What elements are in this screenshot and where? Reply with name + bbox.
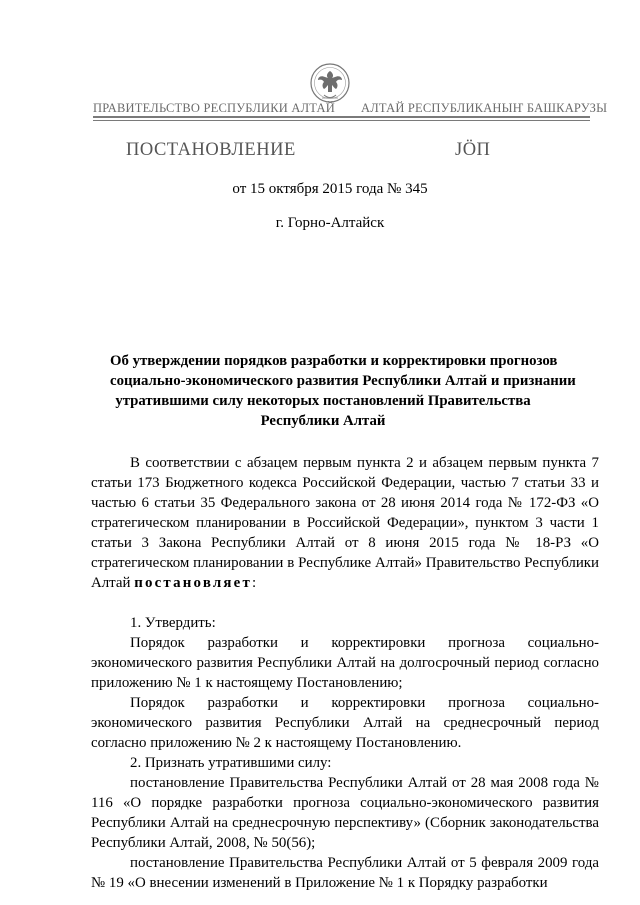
document-kind-alt: JÖП bbox=[455, 140, 491, 160]
repeal-heading: 2. Признать утратившими силу: bbox=[130, 755, 332, 771]
header-rule bbox=[93, 116, 590, 118]
title-line: Об утверждении порядков разработки и корректировки прогнозов bbox=[110, 353, 558, 369]
header-right-title: АЛТАЙ РЕСПУБЛИКАНЫҤ БАШКАРУЗЫ bbox=[361, 101, 608, 115]
preamble-paragraph bbox=[91, 453, 599, 593]
document-body bbox=[91, 453, 599, 893]
document-title bbox=[110, 351, 576, 431]
approve-item-2: Порядок разработки и корректировки прогноза социально-экономического развития Республики Алтай на среднесрочный период согласно приложению № 2 к настоящему Постановлению. bbox=[91, 695, 599, 751]
document-city: г. Горно-Алтайск bbox=[275, 215, 385, 231]
header-rule-thin bbox=[93, 120, 590, 121]
document-kind-ru: ПОСТАНОВЛЕНИЕ bbox=[126, 140, 296, 160]
title-line: утратившими силу некоторых постановлений Правительства bbox=[115, 393, 531, 409]
repeal-item-2: постановление Правительства Республики Алтай от 5 февраля 2009 года № 19 «О внесении изменений в Приложение № 1 к Порядку разработки bbox=[91, 855, 599, 891]
approve-heading: 1. Утвердить: bbox=[130, 615, 216, 631]
repeal-item-1: постановление Правительства Республики Алтай от 28 мая 2008 года № 116 «О порядке разработки прогноза социально-экономического развития Республики Алтай на среднесрочную перспективу» (Сборник законодательства Республики Алтай, 2008, № 50(56); bbox=[91, 775, 599, 851]
document-date-number: от 15 октября 2015 года № 345 bbox=[232, 181, 428, 197]
header-left-title: ПРАВИТЕЛЬСТВО РЕСПУБЛИКИ АЛТАЙ bbox=[93, 101, 335, 115]
preamble-colon: : bbox=[252, 575, 257, 591]
preamble-text: В соответствии с абзацем первым пункта 2 и абзацем первым пункта 7 статьи 173 Бюджетного кодекса Российской Федерации, частью 7 статьи 33 и частью 6 статьи 35 Федерального закона от 28 июня 2014 года № 172-ФЗ «О стратегическом планировании в Российской Федерации», пунктом 3 части 1 статьи 3 Закона Республики Алтай от 8 июня 2015 года № 18-РЗ «О стратегическом планировании в Республике Алтай» Правительство Республики Алтай bbox=[91, 455, 599, 591]
decree-word: постановляет bbox=[134, 575, 252, 591]
spacer bbox=[91, 593, 599, 613]
title-line: Республики Алтай bbox=[260, 413, 386, 429]
title-line: социально-экономического развития Республики Алтай и признании bbox=[110, 373, 576, 389]
approve-item-1: Порядок разработки и корректировки прогноза социально-экономического развития Республики Алтай на долгосрочный период согласно приложению № 1 к настоящему Постановлению; bbox=[91, 635, 599, 691]
